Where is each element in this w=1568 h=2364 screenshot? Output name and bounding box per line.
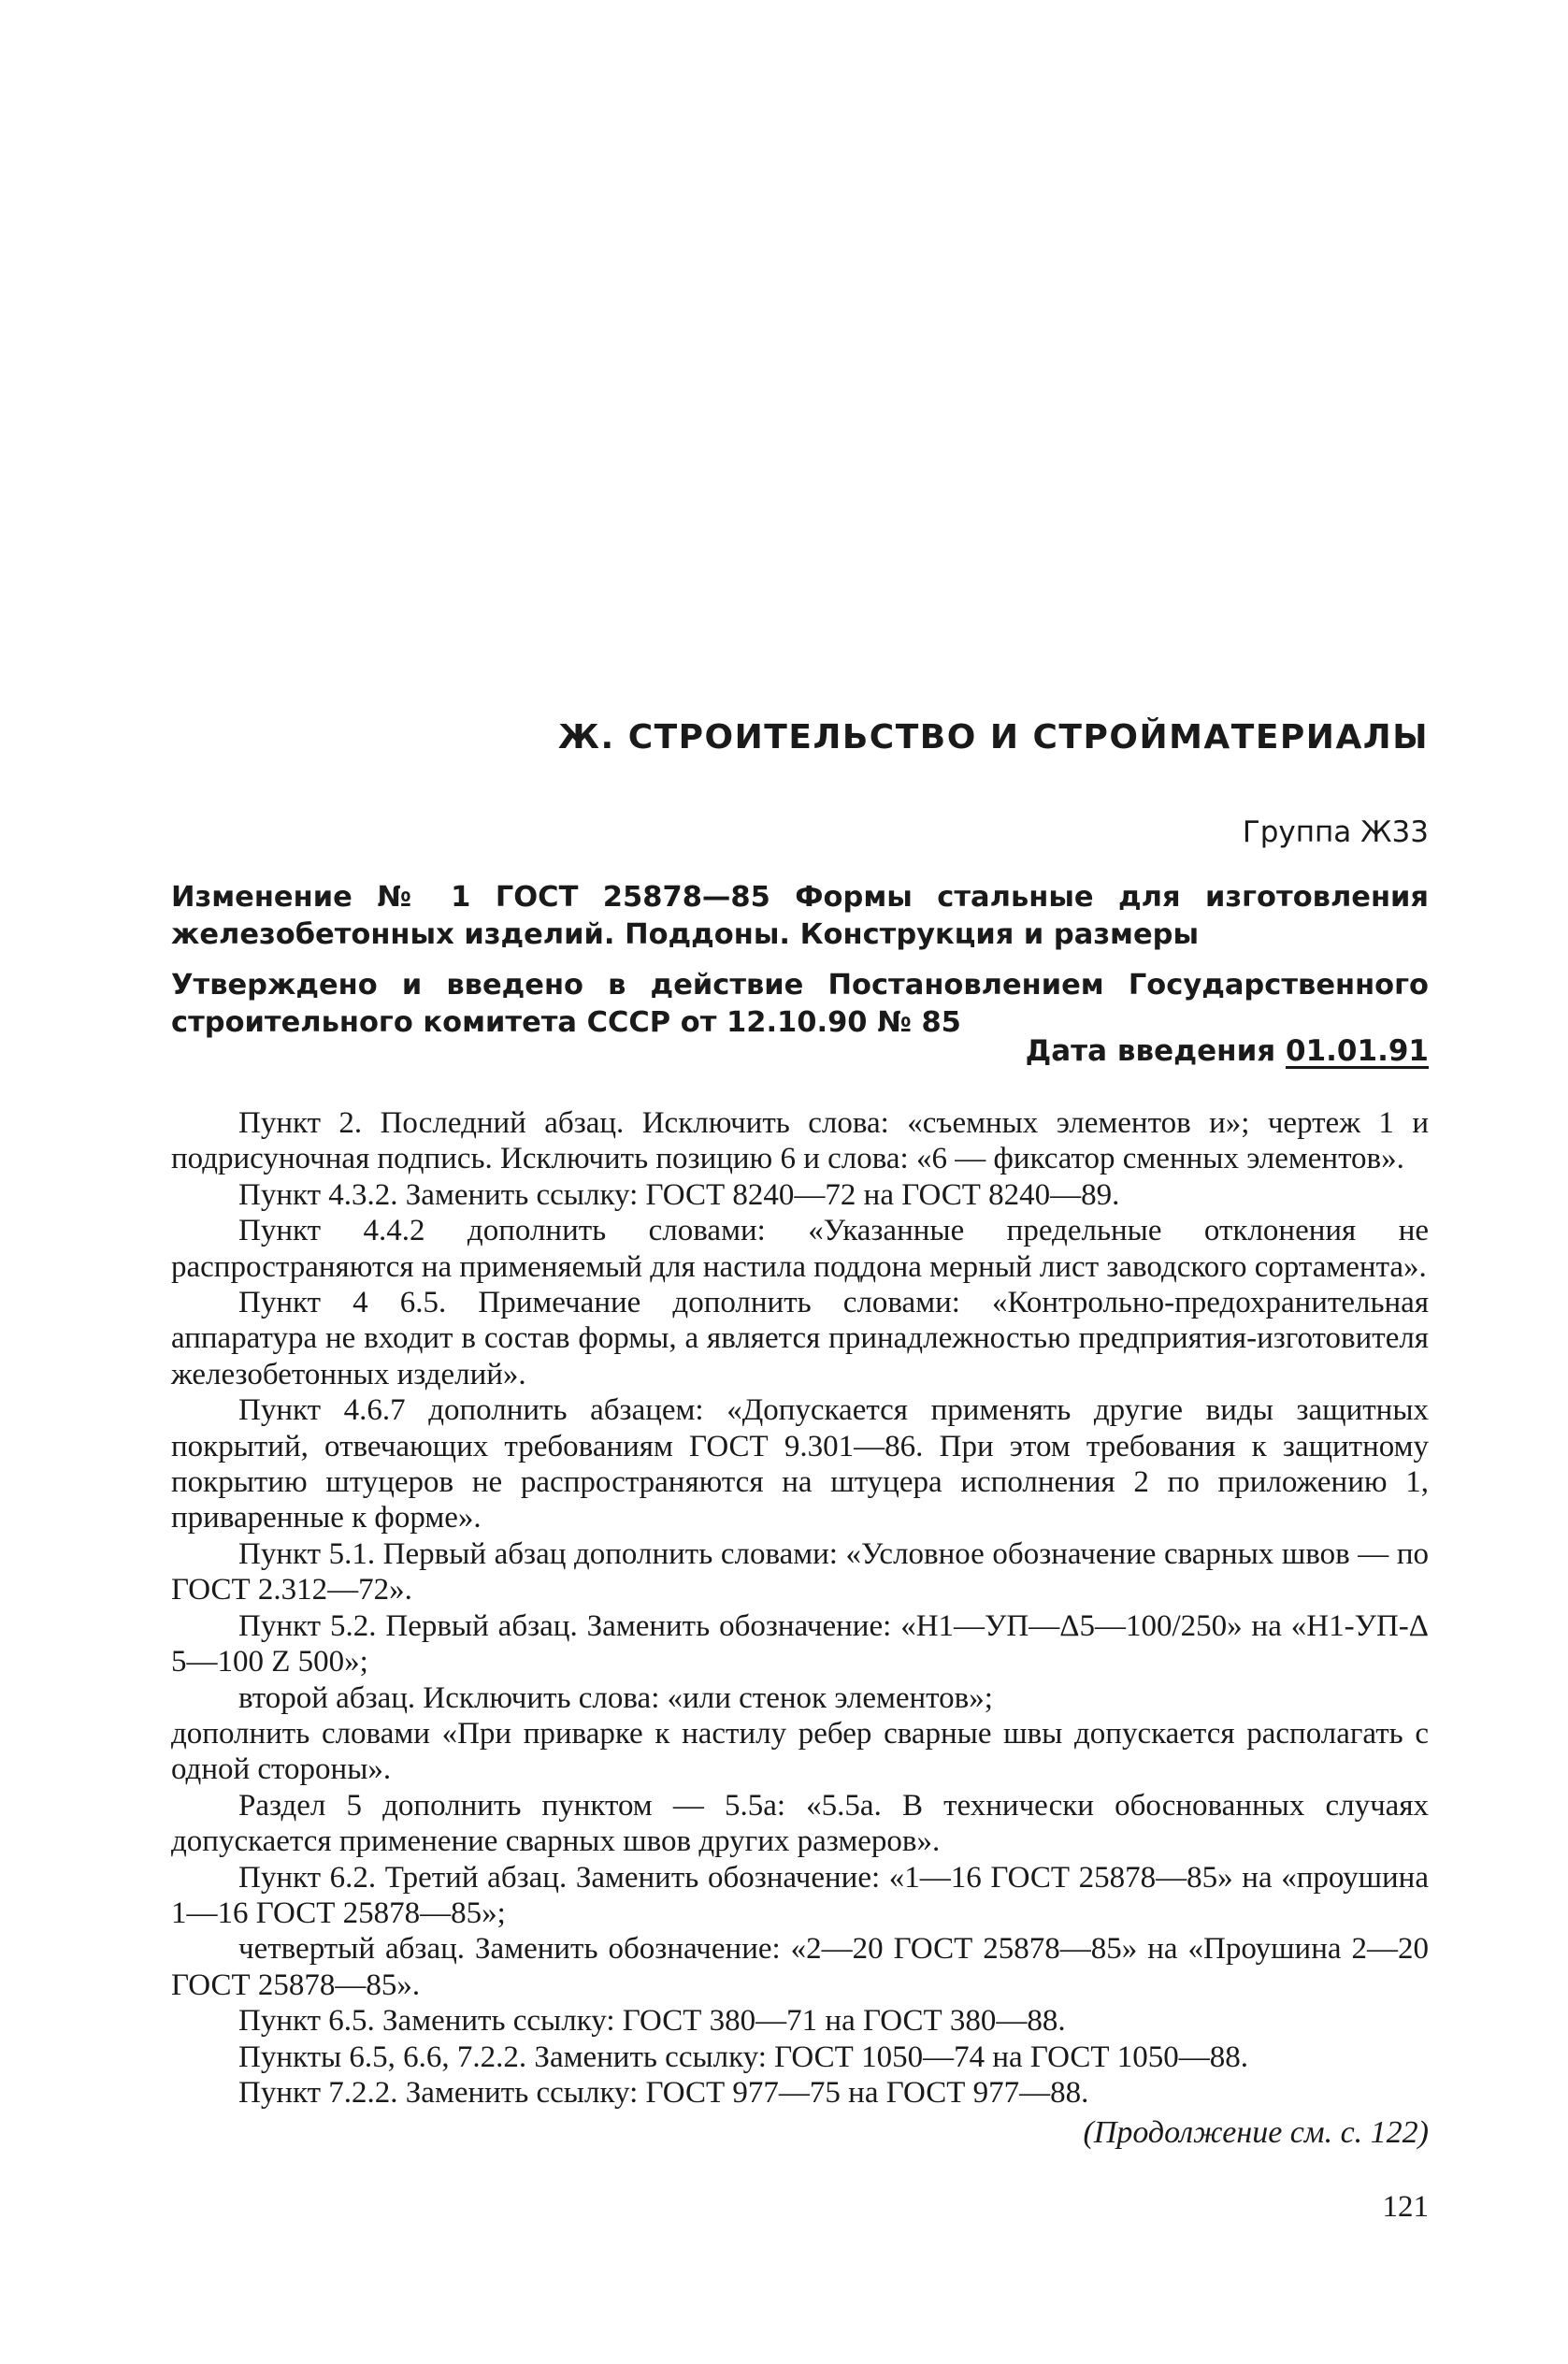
paragraph: Пункты 6.5, 6.6, 7.2.2. Заменить ссылку: ГОСТ 1050—74 на ГОСТ 1050—88. xyxy=(238,2040,1249,2074)
paragraph: второй абзац. Исключить слова: «или стенок элементов»; xyxy=(238,1680,993,1715)
paragraph: Пункт 4.4.2 дополнить словами: «Указанные предельные отклонения не распространяются на применяемый для настила поддона мерный лист заводского сортамента». xyxy=(171,1214,1429,1284)
paragraph: Раздел 5 дополнить пунктом — 5.5а: «5.5а. В технически обоснованных случаях допускается применение сварных швов других размеров». xyxy=(171,1788,1429,1859)
paragraph: Пункт 5.2. Первый абзац. Заменить обозначение: «Н1—УП—Δ5—100/250» на «Н1-УП-Δ 5—100 Z 500»; xyxy=(171,1608,1429,1679)
paragraph: Пункт 6.5. Заменить ссылку: ГОСТ 380—71 на ГОСТ 380—88. xyxy=(238,2004,1066,2039)
group-code: Группа Ж33 xyxy=(1242,815,1429,849)
change-heading: Изменение № 1 ГОСТ 25878—85 Формы стальные для изготовления железобетонных изделий. Поддоны. Конструкция и размеры xyxy=(171,881,1429,951)
paragraph: Пункт 4.3.2. Заменить ссылку: ГОСТ 8240—72 на ГОСТ 8240—89. xyxy=(238,1177,1120,1212)
paragraph: четвертый абзац. Заменить обозначение: «2—20 ГОСТ 25878—85» на «Проушина 2—20 ГОСТ 25878—85». xyxy=(171,1932,1429,2002)
paragraph: Пункт 4.6.7 дополнить абзацем: «Допускается применять другие виды защитных покрытий, отвечающих требованиям ГОСТ 9.301—86. При этом требования к защитному покрытию штуцеров не распространяются на штуцера исполнения 2 по приложению 1, приваренные к форме». xyxy=(171,1393,1429,1535)
effective-date-label: Дата введения xyxy=(1025,1034,1276,1068)
section-title: Ж. СТРОИТЕЛЬСТВО И СТРОЙМАТЕРИАЛЫ xyxy=(557,718,1429,757)
paragraph: Пункт 6.2. Третий абзац. Заменить обозначение: «1—16 ГОСТ 25878—85» на «проушина 1—16 ГОСТ 25878—85»; xyxy=(171,1860,1429,1930)
page-number: 121 xyxy=(1382,2190,1429,2224)
paragraph: Пункт 5.1. Первый абзац дополнить словами: «Условное обозначение сварных швов — по ГОСТ 2.312—72». xyxy=(171,1536,1429,1607)
effective-date-value: 01.01.91 xyxy=(1286,1034,1429,1068)
paragraph: Пункт 4 6.5. Примечание дополнить словами: «Контрольно-предохранительная аппаратура не входит в состав формы, а является принадлежностью предприятия-изготовителя железобетонных изделий». xyxy=(171,1286,1429,1391)
effective-date-line xyxy=(1026,1034,1429,1068)
paragraph: дополнить словами «При приварке к настилу ребер сварные швы допускается располагать с одной стороны». xyxy=(171,1716,1429,1787)
document-page xyxy=(171,0,1429,2364)
paragraph: Пункт 7.2.2. Заменить ссылку: ГОСТ 977—75 на ГОСТ 977—88. xyxy=(238,2075,1089,2110)
paragraph: Пункт 2. Последний абзац. Исключить слова: «съемных элементов и»; чертеж 1 и подрисуночная подпись. Исключить позицию 6 и слова: «6 — фиксатор сменных элементов». xyxy=(171,1106,1429,1176)
amendment-text xyxy=(171,1105,1429,2111)
continuation-note: (Продолжение см. с. 122) xyxy=(1083,2115,1429,2150)
approval-heading: Утверждено и введено в действие Постановлением Государственного строительного комитета СССР от 12.10.90 № 85 xyxy=(171,969,1429,1039)
